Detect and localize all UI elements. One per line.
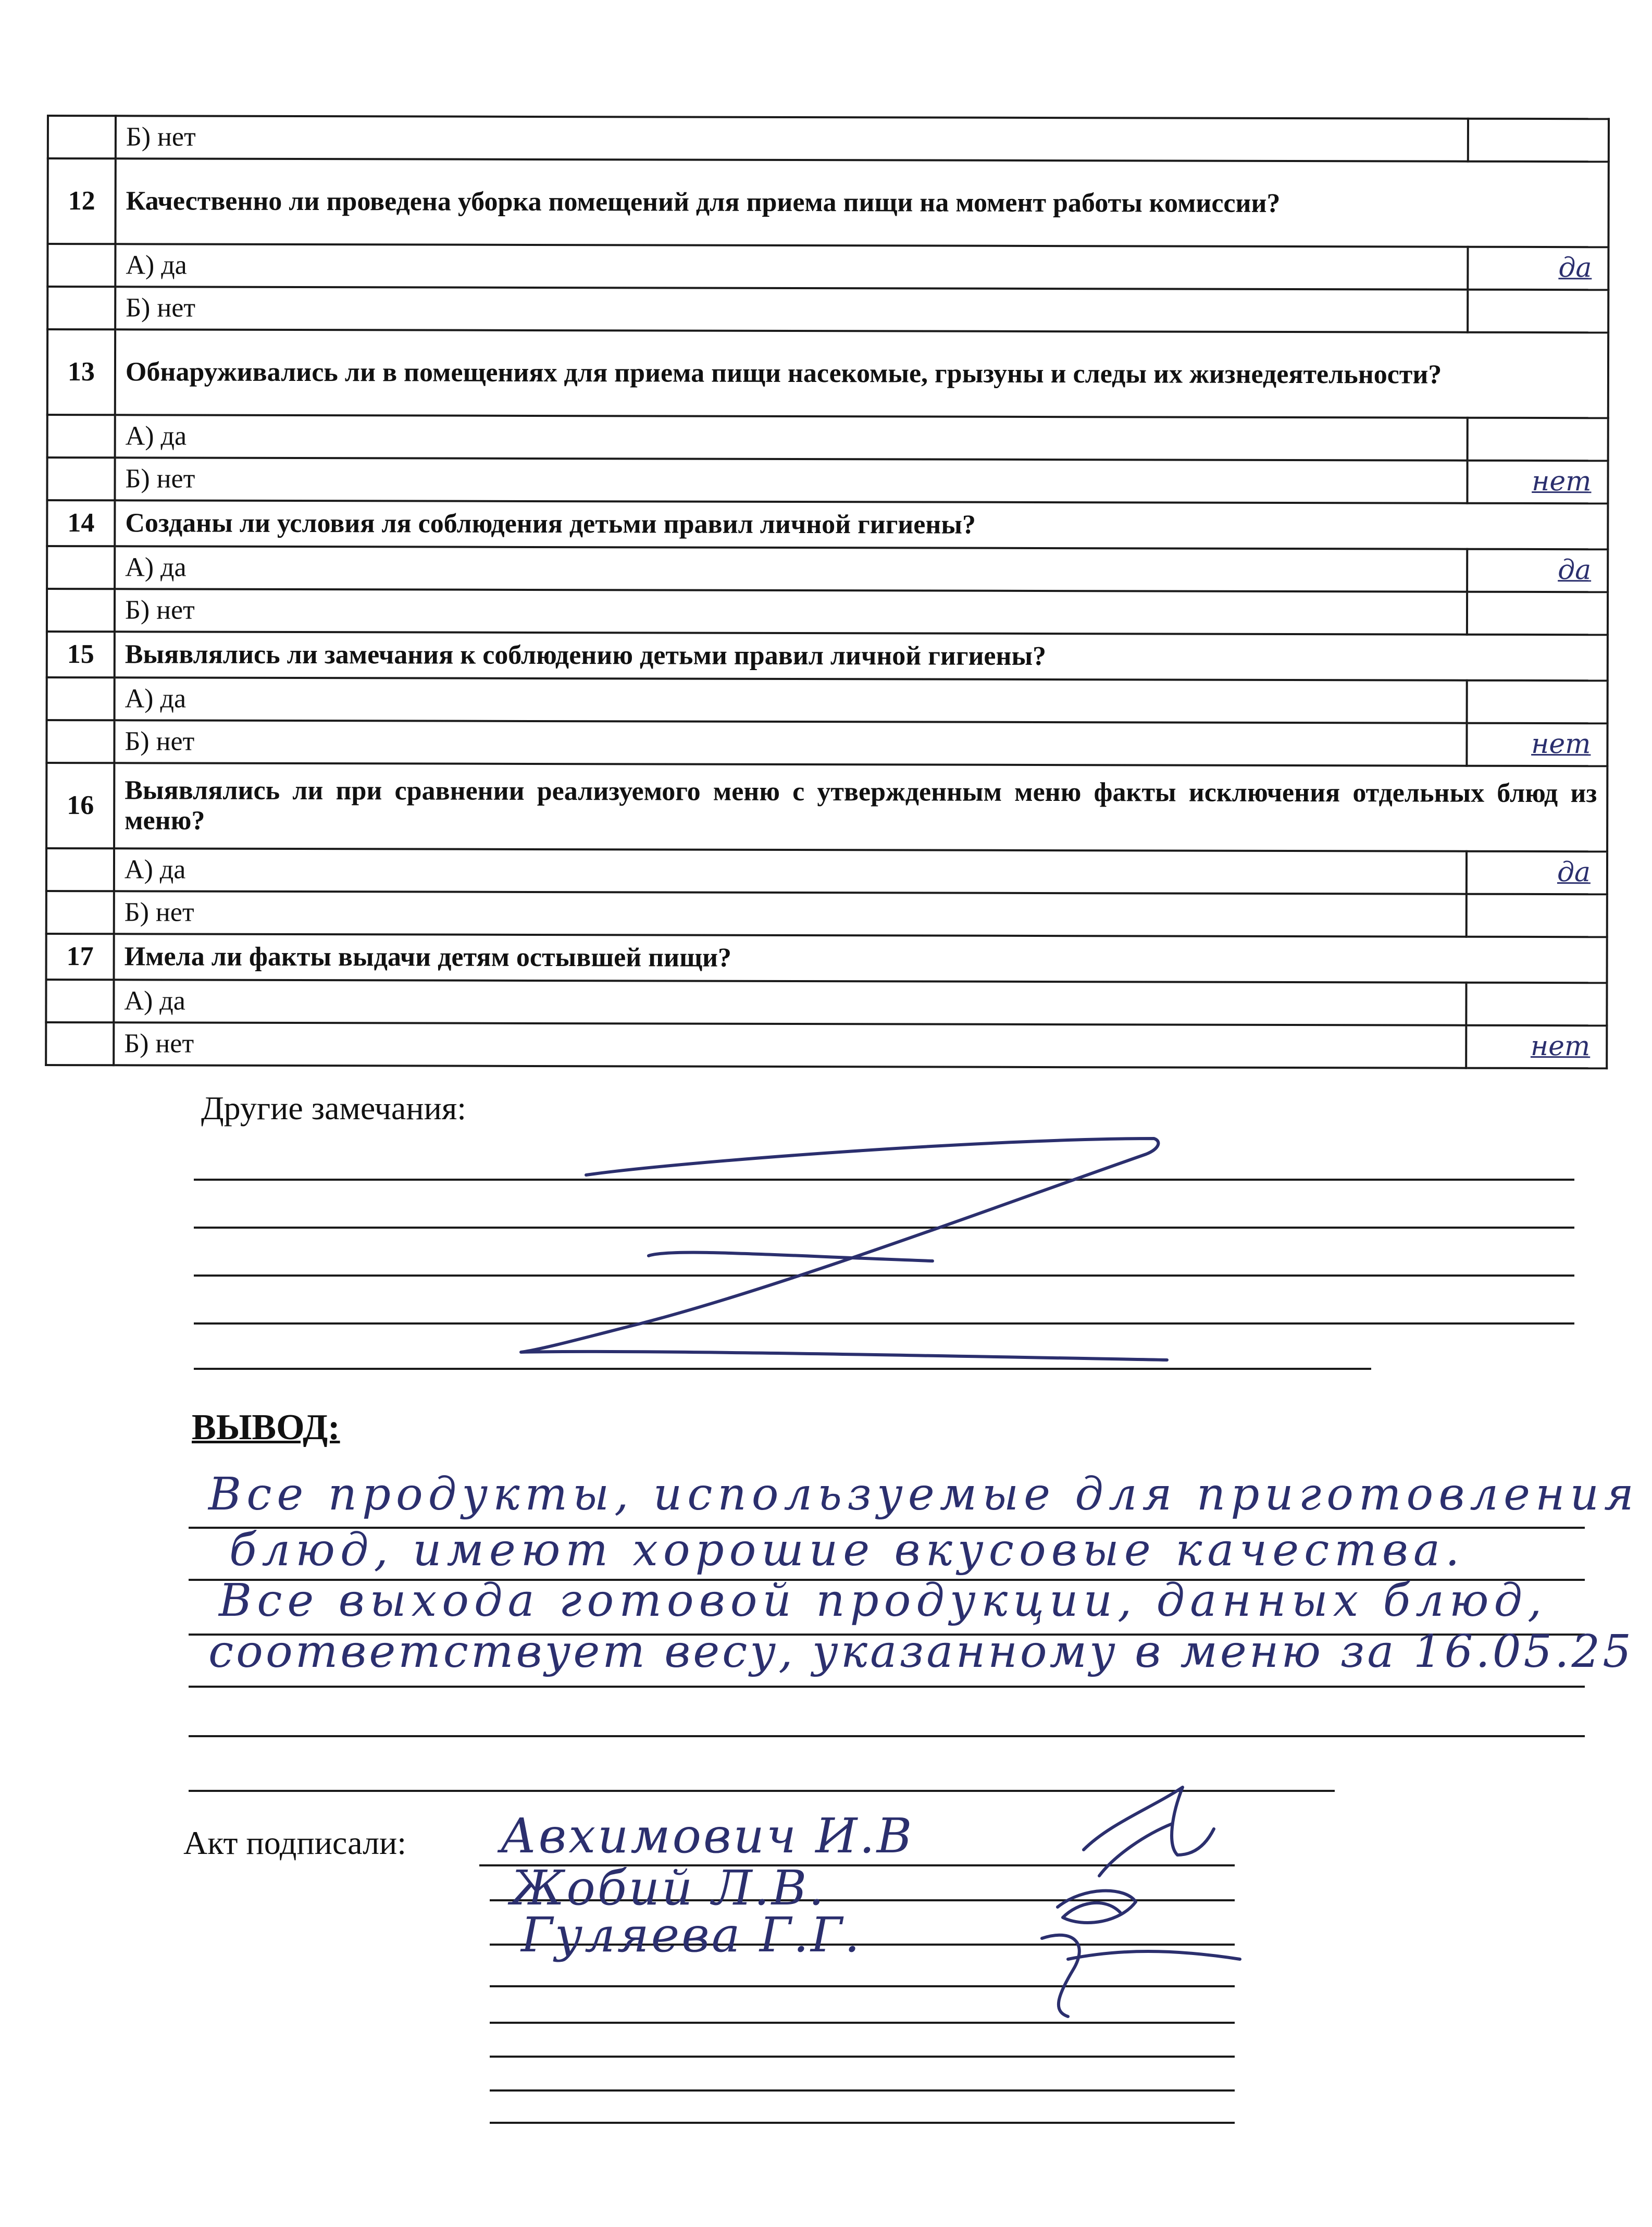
remarks-line <box>194 1275 1574 1277</box>
question-text: Выявлялись ли при сравнении реализуемого меню с утвержденным меню факты исключения отдельных блюд из меню? <box>114 763 1607 851</box>
other-remarks-label: Другие замечания: <box>201 1090 467 1127</box>
handwritten-answer: нет <box>1531 728 1591 760</box>
option-label: Б) нет <box>115 589 1467 634</box>
handwritten-answer: да <box>1558 554 1592 586</box>
empty-number-cell <box>46 720 114 763</box>
answer-cell <box>1466 983 1607 1026</box>
option-row <box>47 589 1608 635</box>
question-text: Имела ли факты выдачи детям остывшей пищи? <box>114 934 1607 983</box>
option-row <box>46 1022 1607 1068</box>
answer-cell <box>1467 549 1608 592</box>
option-label: А) да <box>115 415 1468 460</box>
empty-number-cell <box>47 457 115 500</box>
answer-cell <box>1467 681 1608 724</box>
conclusion-text-line: Все продукты, используемые для приготовления <box>208 1468 1639 1520</box>
signature-line <box>490 2056 1235 2058</box>
answer-cell <box>1467 851 1607 895</box>
remarks-line <box>194 1322 1574 1325</box>
empty-number-cell <box>46 848 114 891</box>
conclusion-text-line: Все выхода готовой продукции, данных блюд, <box>219 1575 1547 1627</box>
option-label: А) да <box>114 980 1466 1025</box>
signature-mark-3 <box>1042 1935 1240 2016</box>
question-text: Обнаруживались ли в помещениях для приема пищи насекомые, грызуны и следы их жизнедеятельности? <box>115 329 1608 418</box>
conclusion-text-line: соответствует весу, указанному в меню за 16.05.25 <box>208 1626 1634 1678</box>
question-number: 15 <box>47 632 115 677</box>
answer-cell <box>1467 461 1608 504</box>
conclusion-title: ВЫВОД: <box>192 1407 340 1447</box>
option-row <box>46 980 1607 1025</box>
answer-cell <box>1467 723 1607 766</box>
question-number: 13 <box>47 329 115 415</box>
empty-number-cell <box>46 980 114 1022</box>
signatory-name: Авхимович И.В <box>500 1808 914 1864</box>
option-label: Б) нет <box>114 1022 1466 1068</box>
handwritten-answer: да <box>1558 252 1592 284</box>
option-label: А) да <box>115 677 1467 723</box>
signed-by-label: Акт подписали: <box>183 1824 407 1861</box>
answer-cell <box>1467 592 1608 635</box>
question-text: Созданы ли условия ля соблюдения детьми правил личной гигиены? <box>115 500 1608 549</box>
remarks-line <box>194 1227 1574 1229</box>
questionnaire-table <box>45 115 1610 1069</box>
question-row <box>47 329 1608 418</box>
option-row <box>47 457 1608 503</box>
signatory-name: Жобий Л.В. <box>511 1860 826 1916</box>
signature-line <box>490 1985 1235 1987</box>
answer-cell <box>1466 1025 1607 1069</box>
conclusion-line <box>189 1790 1335 1792</box>
option-row <box>47 677 1608 723</box>
empty-number-cell <box>46 891 114 934</box>
remarks-line <box>194 1179 1574 1181</box>
option-label: А) да <box>115 546 1467 591</box>
empty-number-cell <box>47 287 115 329</box>
option-row <box>46 891 1607 937</box>
question-number: 16 <box>46 763 114 848</box>
question-number: 17 <box>46 934 114 980</box>
strike-out-scribble <box>521 1139 1167 1360</box>
option-row <box>48 116 1609 162</box>
signature-mark-2 <box>1058 1891 1136 1923</box>
option-row <box>47 415 1608 461</box>
question-row <box>47 500 1608 549</box>
answer-cell <box>1468 290 1608 333</box>
answer-cell <box>1467 894 1607 937</box>
question-number: 12 <box>47 158 115 244</box>
empty-number-cell <box>46 1022 114 1065</box>
option-label: Б) нет <box>116 116 1468 161</box>
signatory-name: Гуляева Г.Г. <box>521 1907 862 1963</box>
empty-number-cell <box>47 415 115 457</box>
answer-cell <box>1468 119 1609 162</box>
option-row <box>46 848 1607 894</box>
question-row <box>47 158 1608 247</box>
option-row <box>47 287 1608 332</box>
handwritten-answer: да <box>1557 857 1591 888</box>
answer-cell <box>1468 418 1608 461</box>
question-number: 14 <box>47 500 115 546</box>
empty-number-cell <box>48 116 116 158</box>
question-text: Выявлялись ли замечания к соблюдению детьми правил личной гигиены? <box>115 632 1608 681</box>
option-label: Б) нет <box>114 891 1467 936</box>
conclusion-text-line: блюд, имеют хорошие вкусовые качества. <box>229 1524 1465 1576</box>
signature-line <box>490 2089 1235 2092</box>
question-row <box>46 763 1607 851</box>
question-row <box>46 934 1607 983</box>
empty-number-cell <box>47 589 115 632</box>
option-label: А) да <box>114 848 1467 894</box>
question-text: Качественно ли проведена уборка помещений для приема пищи на момент работы комиссии? <box>115 158 1608 247</box>
empty-number-cell <box>47 546 115 589</box>
empty-number-cell <box>47 677 115 720</box>
strike-out-scribble <box>649 1253 933 1261</box>
conclusion-line <box>189 1735 1585 1737</box>
answer-cell <box>1468 247 1608 290</box>
handwritten-answer: нет <box>1532 466 1592 498</box>
signature-line <box>490 2022 1235 2024</box>
option-label: А) да <box>115 244 1468 289</box>
handwritten-answer: нет <box>1530 1031 1591 1062</box>
option-label: Б) нет <box>114 720 1467 765</box>
option-label: Б) нет <box>115 287 1468 332</box>
signature-mark-1 <box>1084 1787 1214 1876</box>
option-row <box>47 546 1608 592</box>
option-row <box>47 244 1608 290</box>
empty-number-cell <box>47 244 115 287</box>
question-row <box>47 632 1608 681</box>
option-label: Б) нет <box>115 457 1467 503</box>
option-row <box>46 720 1607 766</box>
signature-line <box>490 2122 1235 2124</box>
remarks-line <box>194 1368 1371 1370</box>
conclusion-line <box>189 1686 1585 1688</box>
